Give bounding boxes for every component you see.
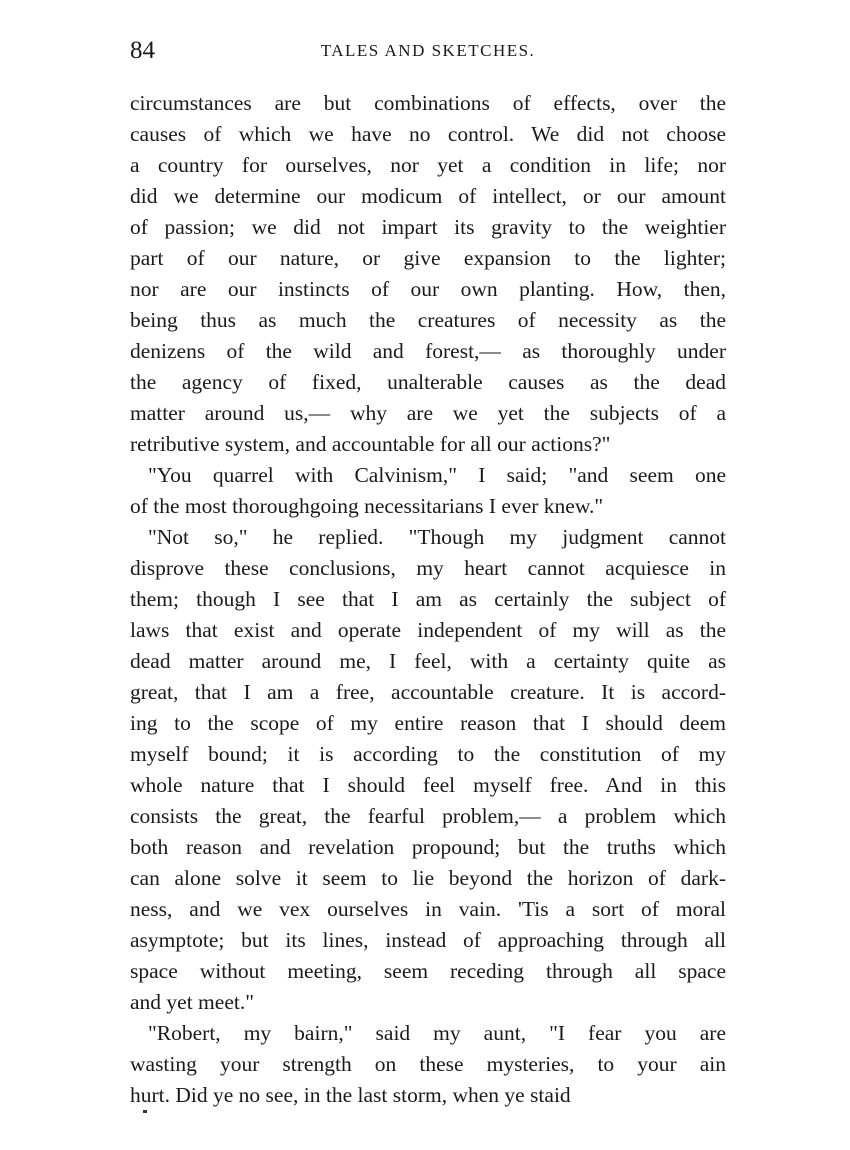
page-number: 84 xyxy=(130,37,155,64)
text-line: can alone solve it seem to lie beyond the horizon of dark- xyxy=(130,866,726,890)
text-line: asymptote; but its lines, instead of approaching through all xyxy=(130,928,726,952)
running-head xyxy=(130,36,726,66)
text-line: them; though I see that I am as certainly the subject of xyxy=(130,587,726,611)
text-line: of the most thoroughgoing necessitarians I ever knew." xyxy=(130,494,604,518)
text-line: dead matter around me, I feel, with a certainty quite as xyxy=(130,649,726,673)
text-line: nor are our instincts of our own planting. How, then, xyxy=(130,277,726,301)
paragraph xyxy=(130,88,726,460)
text-line: laws that exist and operate independent of my will as the xyxy=(130,618,726,642)
paragraph xyxy=(130,522,726,1018)
paragraph xyxy=(130,1018,726,1111)
text-line: great, that I am a free, accountable creature. It is accord- xyxy=(130,680,726,704)
print-speck xyxy=(143,1110,147,1113)
text-line: whole nature that I should feel myself free. And in this xyxy=(130,773,726,797)
text-line: being thus as much the creatures of necessity as the xyxy=(130,308,726,332)
paragraph xyxy=(130,460,726,522)
text-line: circumstances are but combinations of effects, over the xyxy=(130,91,726,115)
text-line: both reason and revelation propound; but the truths which xyxy=(130,835,726,859)
text-line: space without meeting, seem receding through all space xyxy=(130,959,726,983)
text-line: part of our nature, or give expansion to the lighter; xyxy=(130,246,726,270)
text-line: ing to the scope of my entire reason that I should deem xyxy=(130,711,726,735)
text-line: "Not so," he replied. "Though my judgment cannot xyxy=(148,525,726,549)
text-line: disprove these conclusions, my heart cannot acquiesce in xyxy=(130,556,726,580)
text-line: wasting your strength on these mysteries, to your ain xyxy=(130,1052,726,1076)
text-line: the agency of fixed, unalterable causes as the dead xyxy=(130,370,726,394)
text-line: matter around us,— why are we yet the subjects of a xyxy=(130,401,726,425)
text-line: ness, and we vex ourselves in vain. 'Tis a sort of moral xyxy=(130,897,726,921)
body-text xyxy=(130,88,726,1111)
text-line: hurt. Did ye no see, in the last storm, when ye staid xyxy=(130,1083,571,1107)
text-line: "Robert, my bairn," said my aunt, "I fear you are xyxy=(148,1021,726,1045)
text-line: denizens of the wild and forest,— as thoroughly under xyxy=(130,339,726,363)
text-line: consists the great, the fearful problem,— a problem which xyxy=(130,804,726,828)
running-title: TALES AND SKETCHES. xyxy=(320,41,536,60)
text-line: "You quarrel with Calvinism," I said; "and seem one xyxy=(148,463,726,487)
text-line: a country for ourselves, nor yet a condition in life; nor xyxy=(130,153,726,177)
text-line: did we determine our modicum of intellect, or our amount xyxy=(130,184,726,208)
text-line: myself bound; it is according to the constitution of my xyxy=(130,742,726,766)
text-line: retributive system, and accountable for all our actions?" xyxy=(130,432,611,456)
text-line: of passion; we did not impart its gravity to the weightier xyxy=(130,215,726,239)
text-line: and yet meet." xyxy=(130,990,254,1014)
text-line: causes of which we have no control. We did not choose xyxy=(130,122,726,146)
